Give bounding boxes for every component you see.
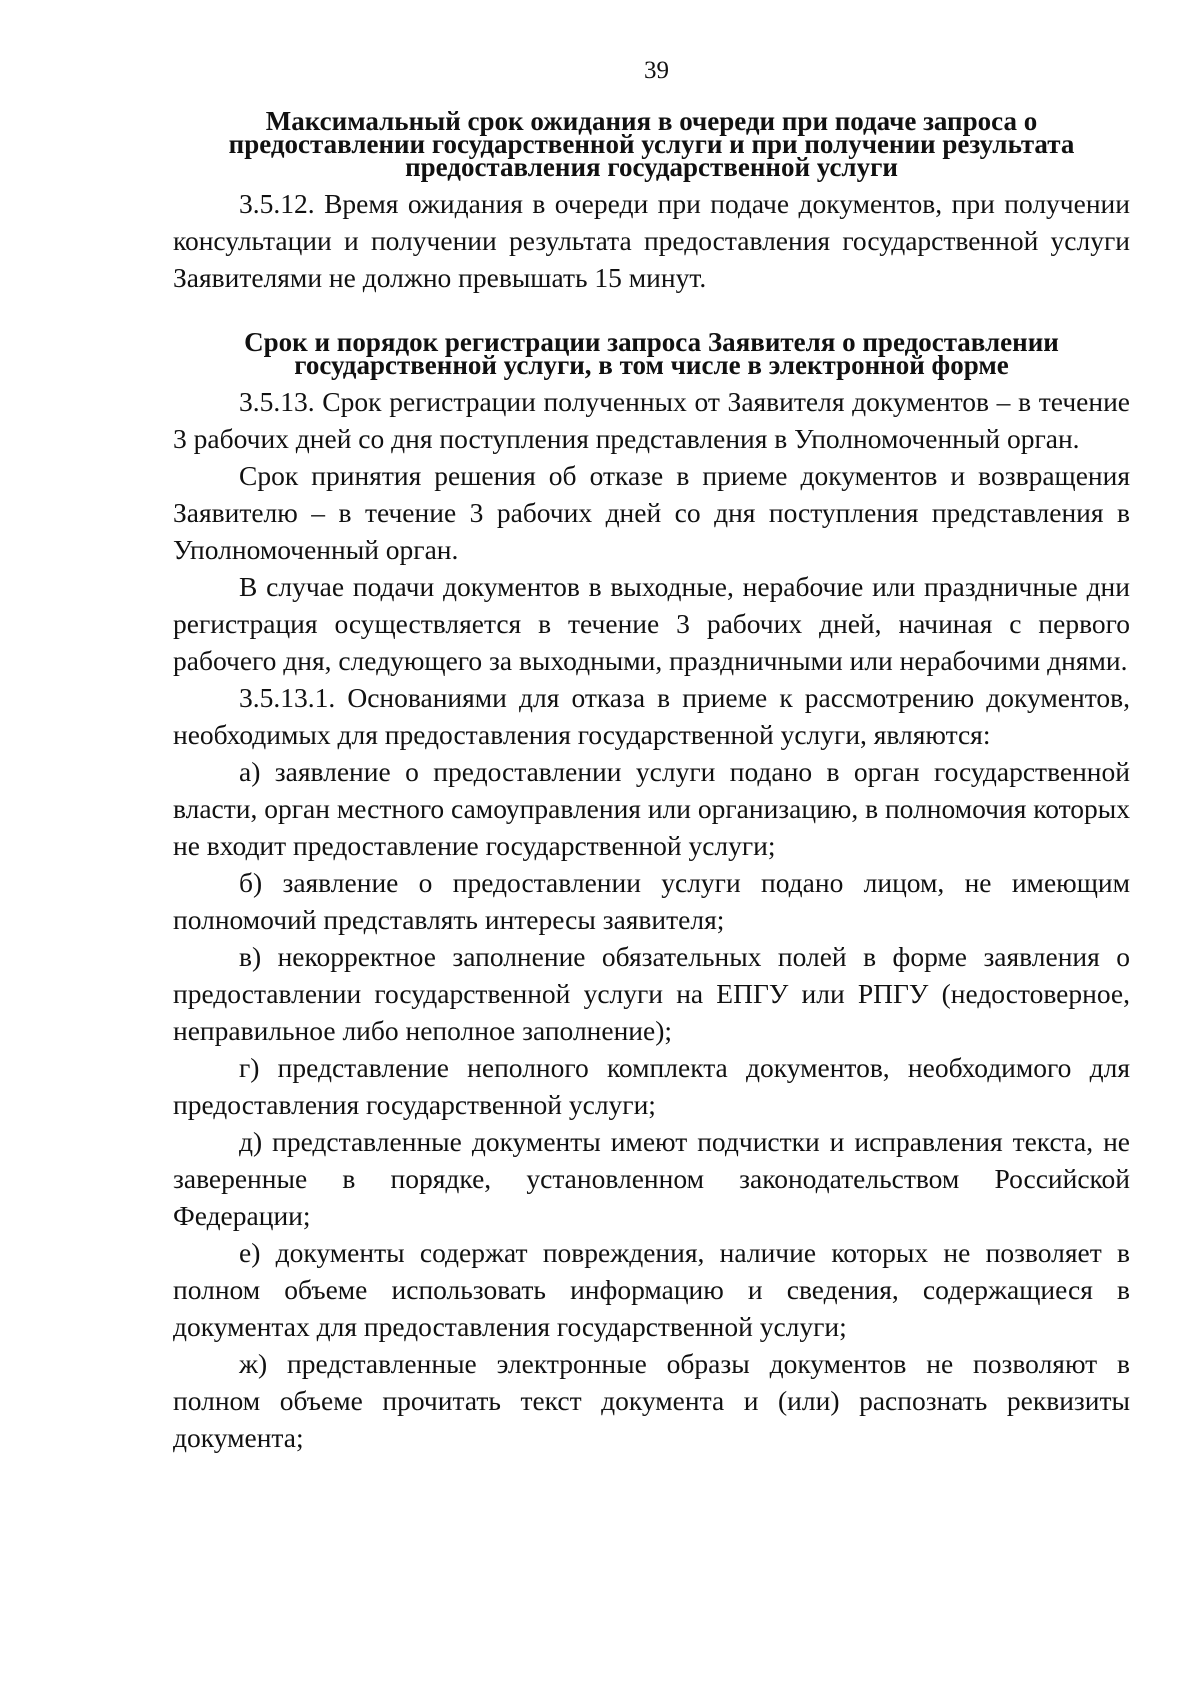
list-item: б) заявление о предоставлении услуги подано лицом, не имеющим полномочий представлять интересы заявителя; bbox=[173, 867, 1130, 935]
list-item: в) некорректное заполнение обязательных полей в форме заявления о предоставлении государственной услуги на ЕПГУ или РПГУ (недостоверное, неправильное либо неполное заполнение); bbox=[173, 941, 1130, 1046]
section-heading-queue-time: Максимальный срок ожидания в очереди при подаче запроса о предоставлении государственной услуги и при получении результата предоставления государственной услуги bbox=[228, 106, 1075, 182]
paragraph: 3.5.13. Срок регистрации полученных от Заявителя документов – в течение 3 рабочих дней со дня поступления представления в Уполномоченный орган. bbox=[173, 386, 1130, 454]
section-heading-registration: Срок и порядок регистрации запроса Заявителя о предоставлении государственной услуги, в том числе в электронной форме bbox=[244, 327, 1059, 380]
paragraph: 3.5.13.1. Основаниями для отказа в приеме к рассмотрению документов, необходимых для предоставления государственной услуги, являются: bbox=[173, 682, 1130, 750]
paragraph: 3.5.12. Время ожидания в очереди при подаче документов, при получении консультации и получении результата предоставления государственной услуги Заявителями не должно превышать 15 минут. bbox=[173, 188, 1130, 293]
list-item: а) заявление о предоставлении услуги подано в орган государственной власти, орган местного самоуправления или организацию, в полномочия которых не входит предоставление государственной услуги; bbox=[173, 756, 1130, 861]
paragraph: В случае подачи документов в выходные, нерабочие или праздничные дни регистрация осуществляется в течение 3 рабочих дней, начиная с первого рабочего дня, следующего за выходными, праздничными или нерабочими днями. bbox=[173, 571, 1130, 676]
list-item: г) представление неполного комплекта документов, необходимого для предоставления государственной услуги; bbox=[173, 1052, 1130, 1120]
document-page bbox=[173, 56, 1130, 1456]
list-item: д) представленные документы имеют подчистки и исправления текста, не заверенные в порядке, установленном законодательством Российской Федерации; bbox=[173, 1126, 1130, 1231]
paragraph: Срок принятия решения об отказе в приеме документов и возвращения Заявителю – в течение 3 рабочих дней со дня поступления представления в Уполномоченный орган. bbox=[173, 460, 1130, 565]
page-number: 39 bbox=[644, 57, 669, 84]
list-item: ж) представленные электронные образы документов не позволяют в полном объеме прочитать текст документа и (или) распознать реквизиты документа; bbox=[173, 1348, 1130, 1453]
list-item: е) документы содержат повреждения, наличие которых не позволяет в полном объеме использовать информацию и сведения, содержащиеся в документах для предоставления государственной услуги; bbox=[173, 1237, 1130, 1342]
